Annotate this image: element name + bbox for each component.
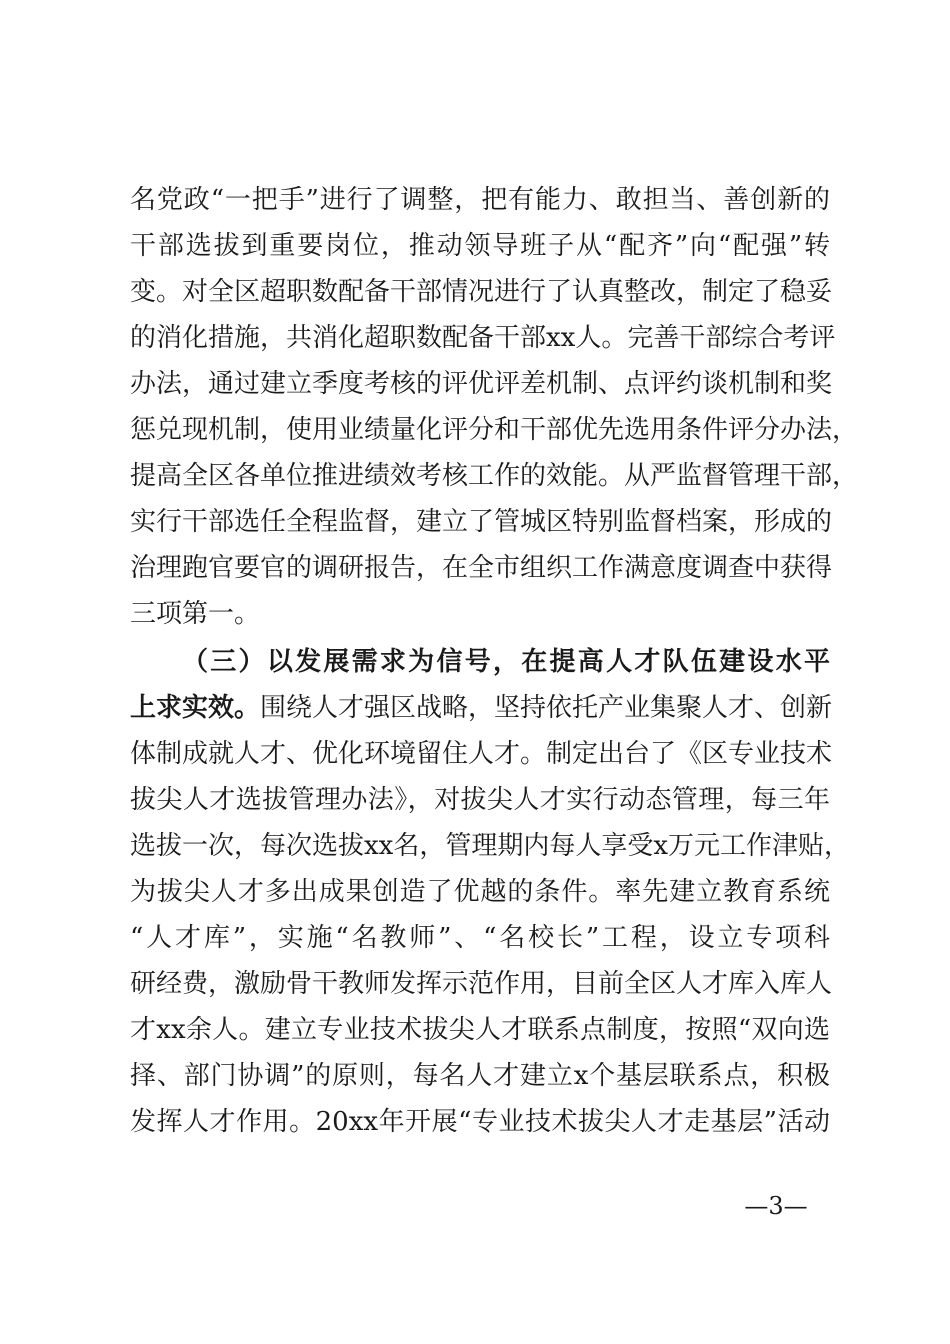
body-text-line: 名党政“一把手”进行了调整，把有能力、敢担当、善创新的: [130, 185, 830, 215]
page-number: —3—: [744, 1192, 808, 1220]
body-text-line: 惩兑现机制，使用业绩量化评分和干部优先选用条件评分办法，: [130, 415, 859, 445]
body-text-line: 研经费，激励骨干教师发挥示范作用，目前全区人才库入库人: [130, 969, 833, 999]
body-text-line: 才xx余人。建立专业技术拔尖人才联系点制度，按照“双向选: [130, 1015, 830, 1045]
body-text-line: 干部选拔到重要岗位，推动领导班子从“配齐”向“配强”转: [130, 231, 830, 261]
body-text-line: 择、部门协调”的原则，每名人才建立x个基层联系点，积极: [130, 1061, 830, 1091]
body-text-line: 为拔尖人才多出成果创造了优越的条件。率先建立教育系统: [130, 877, 830, 907]
body-text-line: 拔尖人才选拔管理办法》，对拔尖人才实行动态管理，每三年: [130, 785, 830, 815]
section-heading-continuation: [130, 688, 833, 728]
body-text-line: 治理跑官要官的调研报告，在全市组织工作满意度调查中获得: [130, 553, 833, 583]
body-text-line: 提高全区各单位推进绩效考核工作的效能。从严监督管理干部，: [130, 461, 859, 491]
body-text-line: 实行干部选任全程监督，建立了管城区特别监督档案，形成的: [130, 507, 833, 537]
body-text-line: 变。对全区超职数配备干部情况进行了认真整改，制定了稳妥: [130, 277, 833, 307]
body-text-line: 的消化措施，共消化超职数配备干部xx人。完善干部综合考评: [130, 323, 836, 353]
body-text-line: 体制成就人才、优化环境留住人才。制定出台了《区专业技术: [130, 739, 833, 769]
body-text-line: 选拔一次，每次选拔xx名，管理期内每人享受x万元工作津贴，: [130, 831, 850, 861]
section-heading-end: 上求实效。: [130, 693, 261, 723]
body-text-line: “人才库”，实施“名教师”、“名校长”工程，设立专项科: [130, 923, 830, 953]
body-text-line: 发挥人才作用。20xx年开展“专业技术拔尖人才走基层”活动: [130, 1107, 830, 1137]
body-text-line: 三项第一。: [130, 599, 261, 629]
section-text: 围绕人才强区战略，坚持依托产业集聚人才、创新: [260, 693, 833, 723]
body-text-line: 办法，通过建立季度考核的评优评差机制、点评约谈机制和奖: [130, 369, 833, 399]
section-heading: （三）以发展需求为信号，在提高人才队伍建设水平: [182, 647, 830, 677]
